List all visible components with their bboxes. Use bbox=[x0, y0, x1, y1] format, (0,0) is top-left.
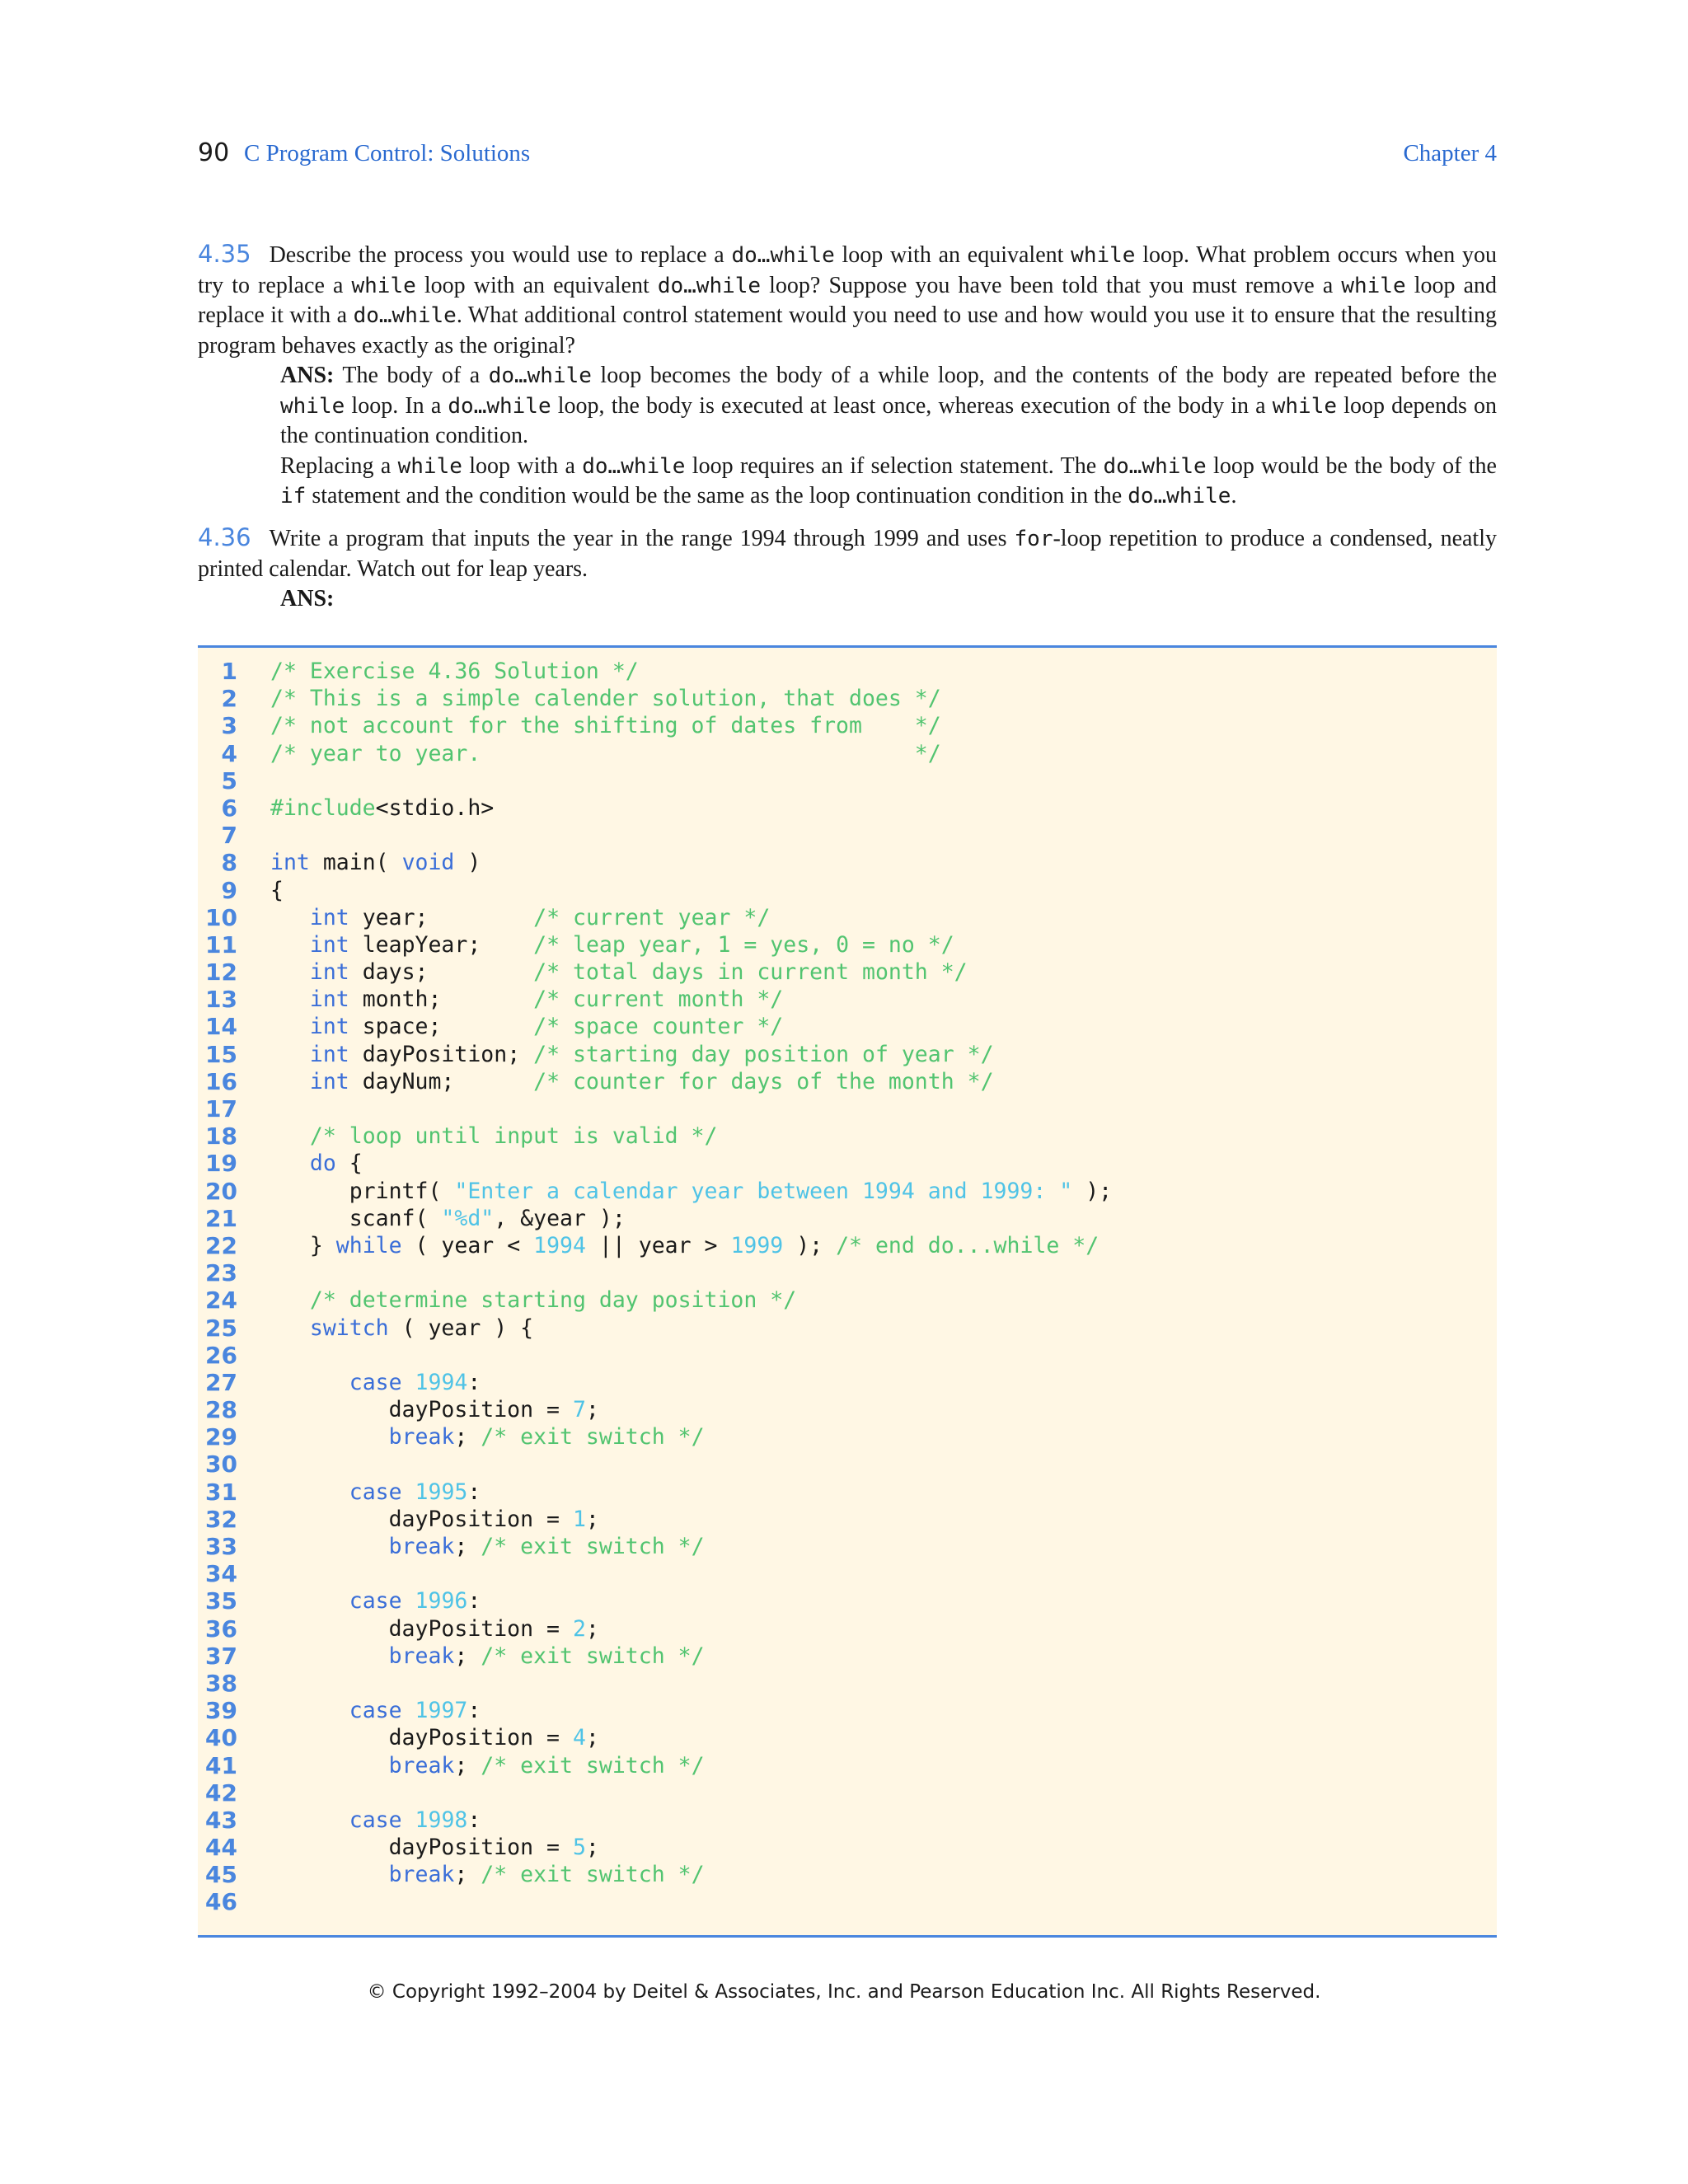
code-token: ; bbox=[585, 1615, 599, 1642]
code-line bbox=[198, 1861, 1497, 1888]
code-token: break bbox=[388, 1534, 455, 1559]
line-number: 4 bbox=[221, 739, 237, 767]
code-line bbox=[198, 740, 1497, 767]
line-number: 2 bbox=[221, 685, 237, 713]
code-line bbox=[198, 1533, 1497, 1560]
code-text bbox=[270, 986, 783, 1013]
line-number: 45 bbox=[205, 1861, 237, 1889]
code-text bbox=[270, 1369, 481, 1396]
code-token: 1994 bbox=[533, 1232, 586, 1258]
code-text bbox=[270, 658, 639, 685]
code-line bbox=[198, 685, 1497, 712]
code-text bbox=[270, 1724, 599, 1751]
code-token bbox=[270, 1534, 389, 1559]
code-text bbox=[270, 740, 941, 767]
code-token: case bbox=[349, 1698, 402, 1724]
question-text: 4.35 Describe the process you would use to replace a do…while loop with an equivalent while loop. What problem occurs when you try to replace a while loop with an equivalent do…while loop? Suppose you have been told that you must remove a while loop and replace it with a do…while. What additional control statement would you need to use and how would you use it to ensure that the resulting program behaves exactly as the original? bbox=[198, 240, 1498, 359]
line-number: 3 bbox=[221, 712, 237, 740]
code-line bbox=[198, 1888, 1497, 1915]
code-text bbox=[270, 1615, 599, 1643]
code-token bbox=[270, 1287, 310, 1313]
copyright-footer: © Copyright 1992–2004 by Deitel & Associates, Inc. and Pearson Education Inc. All Rights Reserved. bbox=[367, 1981, 1321, 2003]
line-number: 44 bbox=[205, 1834, 237, 1862]
code-token: ; bbox=[585, 1397, 599, 1423]
code-text bbox=[270, 1122, 717, 1150]
code-token bbox=[270, 1370, 349, 1395]
code-token: ( year < bbox=[401, 1232, 534, 1258]
code-token: /* current year */ bbox=[533, 904, 771, 930]
code-line bbox=[198, 1150, 1497, 1177]
answer-label: ANS: bbox=[280, 586, 335, 612]
code-line bbox=[198, 958, 1497, 986]
code-token: /* determine starting day position */ bbox=[309, 1287, 797, 1314]
code-token: int bbox=[309, 1041, 349, 1067]
code-token: ; bbox=[585, 1506, 599, 1532]
code-line bbox=[198, 1095, 1497, 1122]
exercise-number: 4.35 bbox=[198, 240, 251, 268]
line-number: 34 bbox=[205, 1560, 237, 1588]
code-token: leapYear; bbox=[349, 931, 534, 958]
code-token: /* starting day position of year */ bbox=[533, 1041, 994, 1067]
code-text bbox=[270, 712, 941, 739]
code-token: case bbox=[349, 1369, 402, 1395]
line-number: 20 bbox=[205, 1177, 237, 1205]
line-number: 24 bbox=[205, 1286, 237, 1315]
code-token: ( year ) { bbox=[388, 1315, 534, 1341]
code-token bbox=[270, 1588, 349, 1614]
code-line bbox=[198, 1587, 1497, 1615]
code-token: /* year to year. */ bbox=[270, 740, 941, 766]
line-number: 30 bbox=[205, 1451, 237, 1479]
code-line bbox=[198, 1259, 1497, 1286]
code-token bbox=[270, 1424, 389, 1450]
line-number: 39 bbox=[205, 1697, 237, 1725]
line-number: 33 bbox=[205, 1533, 237, 1560]
code-text bbox=[270, 1286, 796, 1314]
code-token: printf( bbox=[270, 1178, 455, 1204]
code-token: ; bbox=[454, 1424, 481, 1451]
code-text bbox=[270, 1068, 994, 1095]
code-token: 1994 bbox=[415, 1369, 468, 1395]
code-token: /* space counter */ bbox=[533, 1014, 784, 1040]
code-token: : bbox=[467, 1479, 481, 1505]
code-token: { bbox=[335, 1151, 363, 1177]
code-token bbox=[270, 1042, 310, 1067]
code-token: do bbox=[309, 1151, 336, 1177]
line-number: 19 bbox=[205, 1150, 237, 1178]
code-token: space; bbox=[349, 1014, 534, 1040]
line-number: 9 bbox=[221, 876, 237, 904]
running-title: C Program Control: Solutions bbox=[244, 140, 531, 166]
code-token: break bbox=[388, 1752, 455, 1779]
code-token: dayPosition = bbox=[270, 1835, 573, 1861]
code-text bbox=[270, 1041, 994, 1068]
code-token bbox=[270, 905, 310, 930]
code-line bbox=[198, 1286, 1497, 1314]
code-line bbox=[198, 1615, 1497, 1643]
code-line bbox=[198, 849, 1497, 876]
code-token: main( bbox=[309, 850, 402, 876]
code-token: /* leap year, 1 = yes, 0 = no */ bbox=[533, 931, 954, 958]
code-line bbox=[198, 1041, 1497, 1068]
code-token: 1996 bbox=[415, 1588, 468, 1615]
code-token: : bbox=[467, 1369, 481, 1395]
code-token: { bbox=[270, 877, 284, 903]
code-line bbox=[198, 1779, 1497, 1807]
code-text bbox=[270, 1315, 533, 1342]
line-number: 35 bbox=[205, 1587, 237, 1615]
code-token: 5 bbox=[572, 1835, 586, 1861]
code-token: || year > bbox=[585, 1232, 731, 1258]
line-number: 16 bbox=[205, 1067, 237, 1095]
code-token bbox=[270, 1807, 349, 1833]
code-line bbox=[198, 1724, 1497, 1751]
code-line bbox=[198, 1122, 1497, 1150]
code-token: "%d" bbox=[441, 1205, 495, 1231]
code-line bbox=[198, 822, 1497, 849]
code-token bbox=[270, 1479, 349, 1505]
exercise-4-35 bbox=[198, 239, 1497, 512]
answer-paragraph-2: Replacing a while loop with a do…while loop requires an if selection statement. The do…while loop would be the body of the if statement and the condition would be the same as the loop continuation condition in the do…while. bbox=[280, 452, 1497, 509]
code-text bbox=[270, 1506, 599, 1533]
code-line bbox=[198, 904, 1497, 931]
code-token: ; bbox=[585, 1835, 599, 1861]
line-number: 11 bbox=[205, 930, 237, 958]
code-token: , &year ); bbox=[494, 1205, 626, 1231]
code-token: dayPosition = bbox=[270, 1615, 573, 1642]
code-line bbox=[198, 1643, 1497, 1670]
code-line bbox=[198, 1697, 1497, 1724]
code-line bbox=[198, 1396, 1497, 1423]
code-text bbox=[270, 1232, 1099, 1259]
code-line bbox=[198, 1205, 1497, 1232]
line-number: 46 bbox=[205, 1888, 237, 1916]
code-token: /* exit switch */ bbox=[481, 1862, 705, 1888]
code-line bbox=[198, 1342, 1497, 1369]
line-number: 40 bbox=[205, 1724, 237, 1752]
code-token bbox=[270, 1643, 389, 1669]
line-number: 41 bbox=[205, 1751, 237, 1779]
code-token bbox=[270, 1862, 389, 1887]
code-token: int bbox=[309, 959, 349, 986]
code-token: break bbox=[388, 1424, 455, 1451]
answer-paragraph bbox=[280, 584, 1497, 615]
code-text bbox=[270, 1643, 705, 1670]
code-text bbox=[270, 685, 941, 712]
code-token: 1999 bbox=[730, 1232, 784, 1258]
code-line bbox=[198, 1423, 1497, 1451]
code-token: int bbox=[270, 850, 310, 876]
code-token: ; bbox=[454, 1862, 481, 1888]
code-token: int bbox=[309, 1014, 349, 1040]
code-line bbox=[198, 1315, 1497, 1342]
code-token bbox=[270, 1698, 349, 1723]
code-text bbox=[270, 1396, 599, 1423]
line-number: 18 bbox=[205, 1122, 237, 1151]
line-number: 28 bbox=[205, 1396, 237, 1424]
code-token: ; bbox=[454, 1643, 481, 1669]
line-number: 31 bbox=[205, 1478, 237, 1506]
code-token: dayPosition = bbox=[270, 1397, 573, 1423]
code-line bbox=[198, 1232, 1497, 1259]
line-number: 21 bbox=[205, 1204, 237, 1232]
code-text bbox=[270, 1423, 705, 1451]
chapter-label: Chapter 4 bbox=[1403, 140, 1497, 166]
code-token: /* loop until input is valid */ bbox=[309, 1123, 718, 1150]
code-token: break bbox=[388, 1643, 455, 1669]
code-token bbox=[402, 1588, 415, 1614]
code-token: int bbox=[309, 987, 349, 1013]
line-number: 23 bbox=[205, 1259, 237, 1287]
code-line bbox=[198, 1506, 1497, 1533]
line-number: 7 bbox=[221, 822, 237, 850]
code-token: : bbox=[467, 1807, 481, 1833]
code-token: /* exit switch */ bbox=[481, 1752, 705, 1779]
code-token: "Enter a calendar year between 1994 and 1999: " bbox=[454, 1178, 1073, 1204]
line-number: 22 bbox=[205, 1231, 237, 1259]
code-token: } bbox=[270, 1232, 336, 1258]
line-number: 37 bbox=[205, 1642, 237, 1670]
page-header bbox=[198, 138, 1497, 178]
code-text bbox=[270, 877, 284, 904]
code-token: /* current month */ bbox=[533, 987, 784, 1013]
code-token: void bbox=[401, 850, 455, 876]
code-line bbox=[198, 986, 1497, 1013]
code-token bbox=[402, 1479, 415, 1505]
code-line bbox=[198, 1479, 1497, 1506]
code-text bbox=[270, 1178, 1112, 1205]
line-number: 1 bbox=[221, 658, 237, 685]
code-token: scanf( bbox=[270, 1205, 442, 1231]
code-line bbox=[198, 1670, 1497, 1697]
code-text bbox=[270, 931, 954, 958]
line-number: 26 bbox=[205, 1341, 237, 1369]
code-token: /* counter for days of the month */ bbox=[533, 1068, 994, 1094]
code-line bbox=[198, 1451, 1497, 1478]
line-number: 14 bbox=[205, 1013, 237, 1041]
code-token: /* Exercise 4.36 Solution */ bbox=[270, 658, 639, 684]
code-token: while bbox=[335, 1232, 402, 1258]
code-token: ) bbox=[454, 850, 481, 876]
line-number: 13 bbox=[205, 986, 237, 1014]
code-token: 7 bbox=[572, 1397, 586, 1423]
code-token: month; bbox=[349, 987, 534, 1013]
code-token: case bbox=[349, 1807, 402, 1833]
code-token: : bbox=[467, 1698, 481, 1724]
code-token: /* exit switch */ bbox=[481, 1534, 705, 1559]
code-text bbox=[270, 1834, 599, 1861]
code-line bbox=[198, 712, 1497, 739]
code-token bbox=[270, 1151, 310, 1176]
code-token bbox=[402, 1698, 415, 1723]
code-text bbox=[270, 1479, 481, 1506]
code-token: ; bbox=[454, 1534, 481, 1559]
code-token: /* total days in current month */ bbox=[533, 959, 968, 986]
code-text bbox=[270, 1533, 705, 1560]
code-token: /* exit switch */ bbox=[481, 1643, 705, 1669]
line-number: 32 bbox=[205, 1505, 237, 1533]
code-token: switch bbox=[309, 1315, 389, 1341]
code-line bbox=[198, 658, 1497, 685]
code-token bbox=[270, 1069, 310, 1094]
exercise-4-36 bbox=[198, 523, 1497, 615]
code-token bbox=[402, 1370, 415, 1395]
code-token: int bbox=[309, 931, 349, 958]
code-text bbox=[270, 1807, 481, 1834]
code-token: break bbox=[388, 1862, 455, 1888]
line-number: 5 bbox=[221, 766, 237, 794]
code-token bbox=[270, 932, 310, 958]
code-token bbox=[270, 1014, 310, 1039]
code-text bbox=[270, 1861, 705, 1888]
code-line bbox=[198, 1560, 1497, 1587]
code-token: #include bbox=[270, 794, 376, 821]
line-number: 15 bbox=[205, 1040, 237, 1068]
line-number: 43 bbox=[205, 1806, 237, 1834]
code-token: /* not account for the shifting of dates from */ bbox=[270, 713, 941, 739]
line-number: 17 bbox=[205, 1095, 237, 1122]
line-number: 12 bbox=[205, 958, 237, 987]
code-token: 1998 bbox=[415, 1807, 468, 1833]
code-text bbox=[270, 849, 481, 876]
code-token: case bbox=[349, 1588, 402, 1615]
code-lines bbox=[198, 658, 1497, 1916]
code-text bbox=[270, 904, 770, 931]
code-line bbox=[198, 794, 1497, 822]
code-line bbox=[198, 1834, 1497, 1861]
question-text: 4.36 Write a program that inputs the year in the range 1994 through 1999 and uses for-loop repetition to produce a condensed, neatly printed calendar. Watch out for leap years. bbox=[198, 523, 1497, 582]
code-token: : bbox=[467, 1588, 481, 1615]
code-line bbox=[198, 1068, 1497, 1095]
code-line bbox=[198, 1178, 1497, 1205]
line-number: 10 bbox=[205, 903, 237, 931]
code-token: ; bbox=[454, 1752, 481, 1779]
line-number: 25 bbox=[205, 1314, 237, 1342]
code-token: int bbox=[309, 904, 349, 930]
code-token: 2 bbox=[572, 1615, 586, 1642]
code-text bbox=[270, 1752, 705, 1779]
code-token: dayNum; bbox=[349, 1068, 534, 1094]
code-token: days; bbox=[349, 959, 534, 986]
code-token: 1995 bbox=[415, 1479, 468, 1505]
code-token: /* exit switch */ bbox=[481, 1424, 705, 1451]
code-token bbox=[270, 959, 310, 985]
line-number: 8 bbox=[221, 849, 237, 877]
code-token: 4 bbox=[572, 1725, 586, 1751]
code-token bbox=[270, 1315, 310, 1341]
code-text bbox=[270, 958, 968, 986]
code-token: <stdio.h> bbox=[375, 794, 495, 821]
code-token: dayPosition = bbox=[270, 1506, 573, 1532]
line-number: 42 bbox=[205, 1779, 237, 1807]
code-token: year; bbox=[349, 904, 534, 930]
code-token bbox=[270, 987, 310, 1012]
line-number: 36 bbox=[205, 1615, 237, 1643]
code-token: /* This is a simple calender solution, that does */ bbox=[270, 686, 941, 712]
code-token: ; bbox=[585, 1725, 599, 1751]
code-text bbox=[270, 1697, 481, 1724]
code-line bbox=[198, 1013, 1497, 1040]
answer-paragraph-1: ANS: The body of a do…while loop becomes the body of a while loop, and the contents of the body are repeated before the while loop. In a do…while loop, the body is executed at least once, whereas execution of the body in a while loop depends on the continuation condition. bbox=[280, 363, 1497, 448]
code-line bbox=[198, 767, 1497, 794]
code-line bbox=[198, 877, 1497, 904]
line-number: 27 bbox=[205, 1368, 237, 1396]
code-token: case bbox=[349, 1479, 402, 1505]
code-token: /* end do...while */ bbox=[836, 1232, 1100, 1258]
code-token: ); bbox=[1072, 1178, 1113, 1204]
code-token: 1997 bbox=[415, 1698, 468, 1724]
code-text bbox=[270, 1013, 783, 1040]
answer-label: ANS: bbox=[280, 363, 335, 388]
code-text bbox=[270, 1205, 626, 1232]
code-token: 1 bbox=[572, 1506, 586, 1532]
line-number: 29 bbox=[205, 1423, 237, 1451]
code-line bbox=[198, 1807, 1497, 1834]
code-text bbox=[270, 794, 494, 822]
code-line bbox=[198, 1752, 1497, 1779]
page-number: 90 bbox=[198, 138, 230, 167]
exercise-number: 4.36 bbox=[198, 523, 251, 551]
code-token: ); bbox=[783, 1232, 837, 1258]
code-token bbox=[402, 1807, 415, 1833]
code-token: dayPosition; bbox=[349, 1041, 534, 1067]
code-listing bbox=[198, 645, 1497, 1938]
line-number: 6 bbox=[221, 794, 237, 822]
code-token bbox=[270, 1123, 310, 1149]
code-line bbox=[198, 931, 1497, 958]
code-text bbox=[270, 1150, 363, 1177]
code-text bbox=[270, 1587, 481, 1615]
code-line bbox=[198, 1369, 1497, 1396]
line-number: 38 bbox=[205, 1669, 237, 1697]
code-token: int bbox=[309, 1068, 349, 1094]
code-token bbox=[270, 1753, 389, 1779]
code-token: dayPosition = bbox=[270, 1725, 573, 1751]
